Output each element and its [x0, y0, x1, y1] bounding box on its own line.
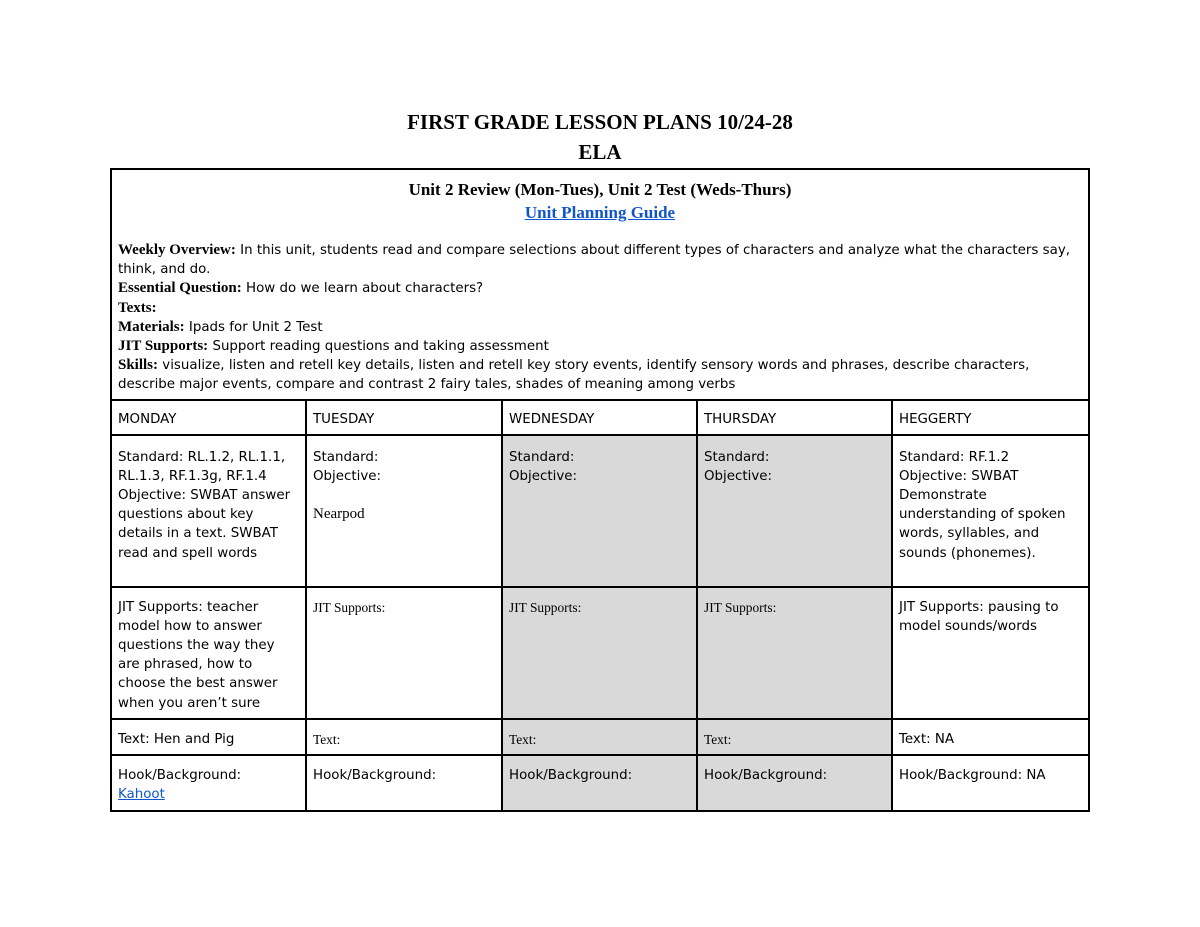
standard-row — [111, 435, 1089, 587]
standard-tuesday: Standard: — [313, 449, 379, 465]
hook-wednesday: Hook/Background: — [502, 755, 697, 811]
title-line-1: FIRST GRADE LESSON PLANS 10/24-28 — [407, 110, 793, 134]
overview-row — [111, 169, 1089, 400]
day-header-wednesday: WEDNESDAY — [502, 400, 697, 435]
objective-tuesday: Objective: — [313, 468, 382, 484]
materials — [118, 318, 1082, 337]
jit-supports-label: JIT Supports: — [118, 338, 209, 355]
hook-thursday: Hook/Background: — [697, 755, 892, 811]
nearpod-note: Nearpod — [313, 506, 365, 523]
day-header-heggerty: HEGGERTY — [892, 400, 1089, 435]
texts-label: Texts: — [118, 299, 157, 316]
kahoot-link[interactable]: Kahoot — [118, 786, 165, 802]
skills — [118, 356, 1082, 394]
skills-label: Skills: — [118, 357, 159, 374]
text-thursday: Text: — [697, 719, 892, 755]
essential-question-label: Essential Question: — [118, 280, 242, 297]
jit-supports-text: Support reading questions and taking assessment — [208, 339, 549, 355]
document-title — [0, 107, 1200, 167]
materials-text: Ipads for Unit 2 Test — [184, 319, 323, 335]
text-heggerty: Text: NA — [892, 719, 1089, 755]
standard-cell-thursday — [697, 435, 892, 587]
hook-tuesday: Hook/Background: — [306, 755, 502, 811]
hook-cell-monday — [111, 755, 306, 811]
text-row — [111, 719, 1089, 755]
unit-heading: Unit 2 Review (Mon-Tues), Unit 2 Test (Weds-Thurs) — [408, 180, 792, 199]
essential-question — [118, 279, 1082, 298]
unit-planning-guide-link[interactable]: Unit Planning Guide — [524, 203, 676, 222]
standard-cell-monday — [111, 435, 306, 587]
skills-text: visualize, listen and retell key details, listen and retell key story events, identify sensory words and phrases, describe characters, describe major events, compare and contrast 2 fairy tales, shades of meaning among verbs — [118, 358, 1030, 393]
standard-cell-heggerty — [892, 435, 1089, 587]
jit-wednesday: JIT Supports: — [502, 587, 697, 719]
lesson-plan-table — [110, 168, 1090, 812]
essential-question-text: How do we learn about characters? — [241, 281, 484, 297]
jit-heggerty: JIT Supports: pausing to model sounds/words — [892, 587, 1089, 719]
spacer — [313, 486, 495, 505]
standard-monday: Standard: RL.1.2, RL.1.1, RL.1.3, RF.1.3g, RF.1.4 — [118, 449, 286, 484]
weekly-overview-text: In this unit, students read and compare selections about different types of characters and analyze what the characters say, think, and do. — [118, 243, 1070, 278]
weekly-overview-label: Weekly Overview: — [118, 242, 236, 258]
jit-row — [111, 587, 1089, 719]
objective-monday: Objective: SWBAT answer questions about key details in a text. SWBAT read and spell words — [118, 488, 291, 561]
standard-cell-tuesday — [306, 435, 502, 587]
day-header-thursday: THURSDAY — [697, 400, 892, 435]
text-monday: Text: Hen and Pig — [111, 719, 306, 755]
jit-thursday: JIT Supports: — [697, 587, 892, 719]
day-header-monday: MONDAY — [111, 400, 306, 435]
standard-wednesday: Standard: — [509, 449, 575, 465]
objective-thursday: Objective: — [704, 468, 773, 484]
text-wednesday: Text: — [502, 719, 697, 755]
standard-cell-wednesday — [502, 435, 697, 587]
day-header-row — [111, 400, 1089, 435]
day-header-tuesday: TUESDAY — [306, 400, 502, 435]
objective-heggerty: Objective: SWBAT Demonstrate understanding of spoken words, syllables, and sounds (phonemes). — [899, 468, 1066, 561]
overview-cell — [111, 169, 1089, 400]
jit-tuesday: JIT Supports: — [306, 587, 502, 719]
title-line-2: ELA — [578, 140, 622, 164]
standard-heggerty: Standard: RF.1.2 — [899, 449, 1010, 465]
objective-wednesday: Objective: — [509, 468, 578, 484]
jit-supports — [118, 337, 1082, 356]
hook-monday-label: Hook/Background: — [118, 767, 242, 783]
hook-heggerty: Hook/Background: NA — [892, 755, 1089, 811]
jit-monday: JIT Supports: teacher model how to answer questions the way they are phrased, how to choose the best answer when you aren’t sure — [111, 587, 306, 719]
text-tuesday: Text: — [306, 719, 502, 755]
standard-thursday: Standard: — [704, 449, 770, 465]
materials-label: Materials: — [118, 318, 185, 335]
weekly-overview — [118, 241, 1082, 279]
hook-row — [111, 755, 1089, 811]
texts — [118, 299, 1082, 318]
